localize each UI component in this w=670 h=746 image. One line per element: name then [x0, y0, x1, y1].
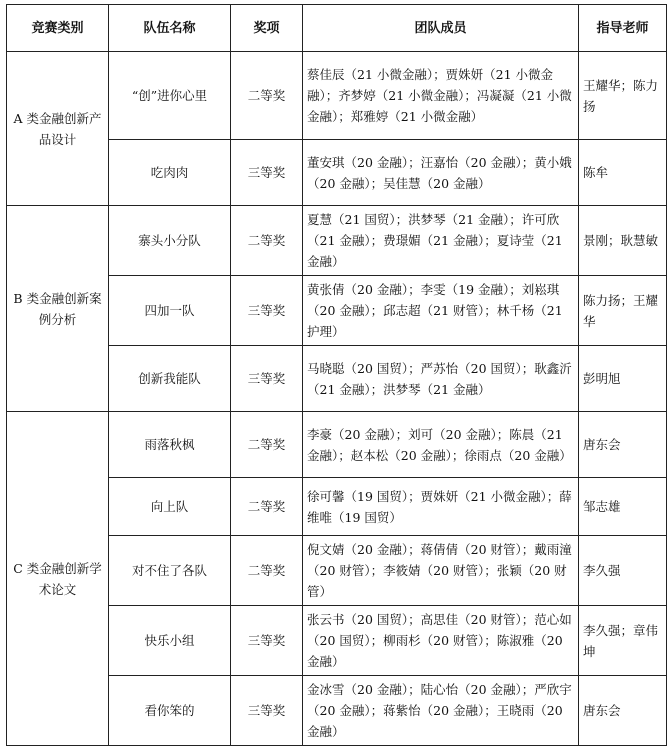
members-cell: 张云书（20 国贸）；高思佳（20 财管）；范心如（20 国贸）；柳雨杉（20 财管）；陈淑雅（20 金融） [303, 606, 579, 676]
table-row [7, 52, 667, 140]
advisor-cell: 彭明旭 [579, 346, 667, 412]
advisor-cell: 李久强；章伟坤 [579, 606, 667, 676]
header-members: 团队成员 [303, 5, 579, 52]
header-category: 竞赛类别 [7, 5, 109, 52]
team-cell: “创”进你心里 [109, 52, 231, 140]
team-cell: 创新我能队 [109, 346, 231, 412]
award-cell: 三等奖 [231, 140, 303, 206]
category-cell [7, 412, 109, 746]
award-cell: 三等奖 [231, 606, 303, 676]
members-cell: 徐可馨（19 国贸）；贾姝妍（21 小微金融）；薛维唯（19 国贸） [303, 478, 579, 536]
table-row [7, 206, 667, 276]
header-advisor: 指导老师 [579, 5, 667, 52]
team-cell: 四加一队 [109, 276, 231, 346]
team-cell: 对不住了各队 [109, 536, 231, 606]
team-cell: 快乐小组 [109, 606, 231, 676]
advisor-cell: 陈力扬；王耀华 [579, 276, 667, 346]
award-cell: 三等奖 [231, 276, 303, 346]
category-cell [7, 206, 109, 412]
header-award: 奖项 [231, 5, 303, 52]
award-cell: 二等奖 [231, 206, 303, 276]
team-cell: 寨头小分队 [109, 206, 231, 276]
members-cell: 夏慧（21 国贸）；洪梦琴（21 金融）；许可欣（21 金融）；费璟媚（21 金融）；夏诗莹（21 金融） [303, 206, 579, 276]
members-cell: 李豪（20 金融）；刘可（20 金融）；陈晨（21 金融）；赵本松（20 金融）；徐雨点（20 金融） [303, 412, 579, 478]
members-cell: 马晓聪（20 国贸）；严苏怡（20 国贸）；耿鑫沂（21 金融）；洪梦琴（21 金融） [303, 346, 579, 412]
award-cell: 二等奖 [231, 52, 303, 140]
award-cell: 三等奖 [231, 346, 303, 412]
advisor-cell: 景刚；耿慧敏 [579, 206, 667, 276]
advisor-cell: 邹志雄 [579, 478, 667, 536]
header-row [7, 5, 667, 52]
members-cell: 倪文婧（20 金融）；蒋倩倩（20 财管）；戴雨潼（20 财管）；李筱婧（20 财管）；张颖（20 财管） [303, 536, 579, 606]
award-cell: 三等奖 [231, 676, 303, 746]
category-cell [7, 52, 109, 206]
award-cell: 二等奖 [231, 478, 303, 536]
header-team: 队伍名称 [109, 5, 231, 52]
category-label: C 类金融创新学术论文 [13, 560, 102, 597]
award-cell: 二等奖 [231, 536, 303, 606]
members-cell: 黄张倩（20 金融）；李雯（19 金融）；刘崧琪（20 金融）；邱志超（21 财管）；林千杨（21 护理） [303, 276, 579, 346]
category-label: A 类金融创新产品设计 [13, 110, 102, 147]
advisor-cell: 王耀华；陈力扬 [579, 52, 667, 140]
members-cell: 金冰雪（20 金融）；陆心怡（20 金融）；严欣宇（20 金融）；蒋紫怡（20 金融）；王晓雨（20 金融） [303, 676, 579, 746]
table-row [7, 412, 667, 478]
advisor-cell: 陈牟 [579, 140, 667, 206]
team-cell: 雨落秋枫 [109, 412, 231, 478]
members-cell: 董安琪（20 金融）；汪嘉怡（20 金融）；黄小娥（20 金融）；吴佳慧（20 金融） [303, 140, 579, 206]
team-cell: 向上队 [109, 478, 231, 536]
members-cell: 蔡佳辰（21 小微金融）；贾姝妍（21 小微金融）；齐梦婷（21 小微金融）；冯凝凝（21 小微金融）；郑雅婷（21 小微金融） [303, 52, 579, 140]
team-cell: 看你笨的 [109, 676, 231, 746]
award-cell: 二等奖 [231, 412, 303, 478]
category-label: B 类金融创新案例分析 [13, 290, 102, 327]
advisor-cell: 唐东会 [579, 676, 667, 746]
team-cell: 吃肉肉 [109, 140, 231, 206]
advisor-cell: 李久强 [579, 536, 667, 606]
advisor-cell: 唐东会 [579, 412, 667, 478]
awards-table [6, 4, 667, 746]
